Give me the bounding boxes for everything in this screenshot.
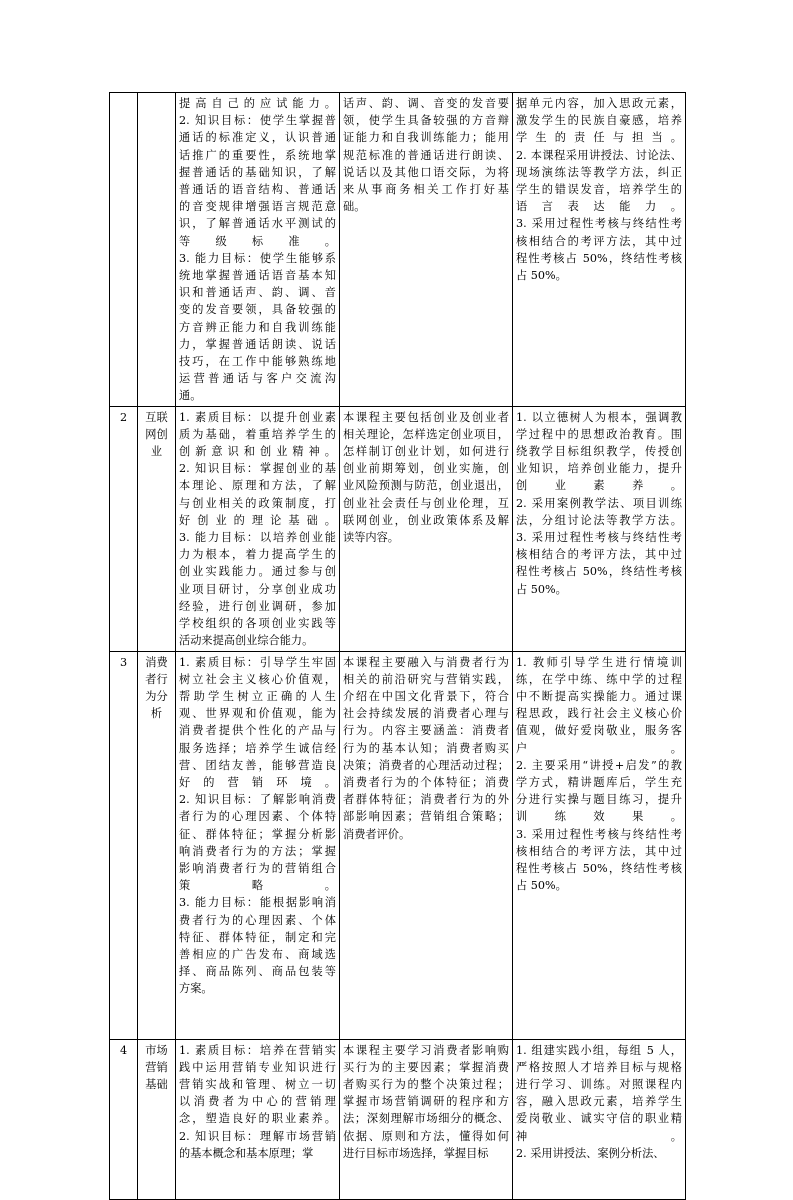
text-line: 1. 素质目标：以提升创业素 (179, 410, 336, 424)
text-line: 1. 以立德树人为根本，强调教 (516, 410, 682, 424)
text-line: 话推广的重要性，系统地掌 (179, 148, 336, 162)
text-line: 互联 (145, 410, 168, 424)
text-line: 领，使学生具备较强的方音辩 (343, 114, 509, 128)
text-line: 消费者提供个性化的产品与 (179, 724, 336, 738)
objectives-cell (176, 93, 340, 407)
text-line: 者购买行为的整个决策过程； (343, 1077, 509, 1091)
text-line: 树立社会主义核心价值观， (179, 672, 336, 686)
text-line: 通话的标准定义，认识普通 (179, 131, 336, 145)
text-line: 经验，进行创业调研，参加 (179, 599, 336, 613)
text-line: 3. 采用过程性考核与终结性考 (516, 531, 682, 545)
text-line: 好的营销环境。 (179, 775, 336, 789)
table-row (110, 1039, 686, 1199)
text-line: 程性考核占 50%，终结性考核 (516, 861, 682, 875)
course-table-body (110, 93, 686, 1200)
text-line: 创业实践能力。通过参与创 (179, 565, 336, 579)
text-line: 学校组织的各项创业实践等 (179, 617, 336, 631)
text-line: 学过程中的思想政治教育。围 (516, 427, 682, 441)
text-line: 激发学生的民族自豪感，培养 (516, 114, 682, 128)
methods-cell (513, 651, 686, 1039)
course-name-cell (138, 93, 176, 407)
text-line: 中不断提高实操能力。通过课 (516, 689, 682, 703)
text-line: 户。 (516, 741, 682, 755)
text-line: 容，融入思政元素，培养学生 (516, 1095, 682, 1109)
text-line: 的音变规律增强语言规范意 (179, 200, 336, 214)
text-line: 据单元内容，加入思政元素， (516, 97, 682, 110)
course-name-cell (138, 651, 176, 1039)
content-cell (340, 1039, 513, 1199)
text-line: 现场演练法等教学方法，纠正 (516, 165, 682, 179)
objectives-cell (176, 406, 340, 651)
text-line: 3. 采用过程性考核与终结性考 (516, 217, 682, 231)
text-line: 等级标准。 (179, 234, 336, 248)
text-line: 业风险预测与防范，创业退出， (343, 479, 509, 493)
text-line: 业知识，培养创业能力，提升 (516, 462, 682, 476)
text-line: 社会持续发展的消费者心理与 (343, 707, 509, 721)
text-line: 活动来提高创业综合能力。 (179, 634, 314, 648)
row-number-cell (110, 651, 138, 1039)
text-line: 本理论、原理和方法，了解 (179, 479, 336, 493)
text-line: 识和普通话声、韵、调、音 (179, 286, 336, 300)
text-line: 读等内容。 (343, 531, 399, 545)
text-line: 方音辨正能力和自我训练能 (179, 320, 336, 334)
text-line: 识，了解普通话水平测试的 (179, 217, 336, 231)
text-line: 绕教学目标组织教学，传授创 (516, 445, 682, 459)
text-line: 析 (150, 707, 163, 721)
text-line: 分进行实操与题目练习，提升 (516, 793, 682, 807)
text-line: 方案。 (179, 982, 213, 996)
text-line: 创业素养。 (516, 479, 682, 493)
text-line: 创新意识和创业精神。 (179, 445, 336, 459)
text-line: 3. 采用过程性考核与终结性考 (516, 827, 682, 841)
content-cell (340, 93, 513, 407)
text-line: 与创业相关的政策制度，打 (179, 496, 336, 510)
text-line: 本课程主要学习消费者影响购 (343, 1043, 509, 1057)
text-line: 值观，做好爱岗敬业，服务客 (516, 724, 682, 738)
text-line: 相关理论，怎样选定创业项目， (343, 427, 509, 441)
text-line: 观、世界观和价值观，能为 (179, 707, 336, 721)
text-line: 础。 (343, 200, 366, 214)
text-line: 占 50%。 (516, 269, 567, 283)
row-number: 2 (119, 410, 128, 424)
text-line: 3. 能力目标：以培养创业能 (179, 531, 336, 545)
text-line: 介绍在中国文化背景下，符合 (343, 689, 509, 703)
text-line: 严格按照人才培养目标与规格 (516, 1060, 682, 1074)
text-line: 语言表达能力。 (516, 200, 682, 214)
text-line: 程性考核占 50%，终结性考核 (516, 565, 682, 579)
text-line: 核相结合的考评方法，其中过 (516, 548, 682, 562)
row-number-cell (110, 93, 138, 407)
text-line: 进行学习、训练。对照课程内 (516, 1077, 682, 1091)
text-line: 2. 本课程采用讲授法、讨论法、 (516, 148, 682, 162)
text-line: 服务选择；培养学生诚信经 (179, 741, 336, 755)
text-line: 来从事商务相关工作打好基 (343, 183, 509, 197)
text-line: 者行 (145, 672, 168, 686)
text-line: 基础 (145, 1077, 168, 1091)
text-line: 占 50%。 (516, 582, 567, 596)
content-cell (340, 406, 513, 651)
text-line: 1. 素质目标：引导学生牢固 (179, 655, 336, 669)
text-line: 2. 采用讲授法、案例分析法、 (516, 1146, 665, 1160)
text-line: 策略。 (179, 879, 336, 893)
methods-cell (513, 406, 686, 651)
text-line: 2. 主要采用“讲授+启发”的教 (516, 758, 682, 772)
text-line: 好创业的理论基础。 (179, 513, 336, 527)
text-line: 创业社会责任与创业伦理，互 (343, 496, 509, 510)
text-line: 2. 知识目标：掌握创业的基 (179, 462, 336, 476)
table-row (110, 651, 686, 1039)
text-line: 变的发音要领，具备较强的 (179, 303, 336, 317)
text-line: 进行目标市场选择，掌握目标 (343, 1146, 489, 1160)
text-line: 营销实战和管理、树立一切 (179, 1077, 336, 1091)
text-line: 行为的基本认知；消费者购买 (343, 741, 509, 755)
text-line: 影响消费者行为的营销组合 (179, 861, 336, 875)
course-name-cell (138, 1039, 176, 1199)
text-line: 力，掌握普通话朗读、说话 (179, 337, 336, 351)
text-line: 践中运用营销专业知识进行 (179, 1060, 336, 1074)
course-name-cell (138, 406, 176, 651)
text-line: 费者行为的心理因素、个体 (179, 913, 336, 927)
text-line: 运营普通话与客户交流沟 (179, 372, 336, 386)
text-line: 法；深刻理解市场细分的概念、 (343, 1112, 509, 1126)
text-line: 1. 教师引导学生进行情境训 (516, 655, 682, 669)
text-line: 3. 能力目标：使学生能够系 (179, 251, 336, 265)
text-line: 握普通话的基础知识，了解 (179, 165, 336, 179)
text-line: 话声、韵、调、音变的发音要 (343, 97, 509, 110)
text-line: 核相结合的考评方法，其中过 (516, 234, 682, 248)
table-row (110, 93, 686, 407)
text-line: 本课程主要融入与消费者行为 (343, 655, 509, 669)
text-line: 1. 组建实践小组，每组 5 人， (516, 1043, 682, 1057)
text-line: 营、团结友善，能够营造良 (179, 758, 336, 772)
text-line: 业 (150, 445, 163, 459)
text-line: 程思政，践行社会主义核心价 (516, 707, 682, 721)
text-line: 行为。内容主要涵盖：消费者 (343, 724, 509, 738)
text-line: 统地掌握普通话语音基本知 (179, 269, 336, 283)
text-line: 质为基础，着重培养学生的 (179, 427, 336, 441)
text-line: 爱岗敬业、诚实守信的职业精 (516, 1112, 682, 1126)
text-line: 占 50%。 (516, 879, 567, 893)
text-line: 市场 (145, 1043, 168, 1057)
text-line: 学生的责任与担当。 (516, 131, 682, 145)
text-line: 联网创业，创业政策体系及解 (343, 513, 509, 527)
text-line: 2. 知识目标：使学生掌握普 (179, 114, 336, 128)
text-line: 普通话的语音结构、普通话 (179, 183, 336, 197)
objectives-cell (176, 651, 340, 1039)
row-number-cell (110, 406, 138, 651)
text-line: 部影响因素；营销组合策略； (343, 810, 509, 824)
table-row (110, 406, 686, 651)
methods-cell (513, 93, 686, 407)
text-line: 消费 (145, 655, 168, 669)
text-line: 掌握市场营销调研的程序和方 (343, 1095, 509, 1109)
text-line: 择、商品陈列、商品包装等 (179, 965, 336, 979)
text-line: 2. 采用案例教学法、项目训练 (516, 496, 682, 510)
text-line: 善相应的广告发布、商域选 (179, 947, 336, 961)
text-line: 的基本概念和基本原理；掌 (179, 1146, 314, 1160)
row-number: 3 (119, 655, 128, 669)
text-line: 相关的前沿研究与营销实践， (343, 672, 509, 686)
text-line: 通。 (179, 389, 202, 403)
text-line: 征、群体特征；掌握分析影 (179, 827, 336, 841)
text-line: 者群体特征；消费者行为的外 (343, 793, 509, 807)
text-line: 3. 能力目标：能根据影响消 (179, 896, 336, 910)
text-line: 2. 知识目标：理解市场营销 (179, 1129, 336, 1143)
text-line: 学方式，精讲题库后，学生充 (516, 775, 682, 789)
content-cell (340, 651, 513, 1039)
text-line: 本课程主要包括创业及创业者 (343, 410, 509, 424)
text-line: 程性考核占 50%，终结性考核 (516, 251, 682, 265)
text-line: 力为根本，着力提高学生的 (179, 548, 336, 562)
text-line: 帮助学生树立正确的人生 (179, 689, 336, 703)
text-line: 学生的错误发音，培养学生的 (516, 183, 682, 197)
text-line: 说话以及其他口语交际，为将 (343, 165, 509, 179)
text-line: 消费者行为的个体特征；消费 (343, 775, 509, 789)
methods-cell (513, 1039, 686, 1199)
text-line: 依据、原则和方法，懂得如何 (343, 1129, 509, 1143)
text-line: 法，分组讨论法等教学方法。 (516, 513, 682, 527)
text-line: 核相结合的考评方法，其中过 (516, 844, 682, 858)
text-line: 网创 (145, 427, 168, 441)
text-line: 响消费者行为的方法；掌握 (179, 844, 336, 858)
text-line: 神。 (516, 1129, 682, 1143)
text-line: 创业前期筹划，创业实施，创 (343, 462, 509, 476)
row-number-cell (110, 1039, 138, 1199)
text-line: 营销 (145, 1060, 168, 1074)
text-line: 念，塑造良好的职业素养。 (179, 1112, 336, 1126)
text-line: 特征、群体特征，制定和完 (179, 930, 336, 944)
text-line: 消费者评价。 (343, 827, 411, 841)
text-line: 证能力和自我训练能力；能用 (343, 131, 509, 145)
course-table (109, 92, 686, 1200)
row-number: 4 (119, 1043, 128, 1057)
text-line: 2. 知识目标：了解影响消费 (179, 793, 336, 807)
text-line: 训练效果。 (516, 810, 682, 824)
text-line: 为分 (145, 689, 168, 703)
text-line: 提高自己的应试能力。 (179, 97, 336, 110)
text-line: 1. 素质目标：培养在营销实 (179, 1043, 336, 1057)
text-line: 练，在学中练、练中学的过程 (516, 672, 682, 686)
text-line: 以消费者为中心的营销理 (179, 1095, 336, 1109)
text-line: 决策；消费者的心理活动过程； (343, 758, 509, 772)
text-line: 买行为的主要因素；掌握消费 (343, 1060, 509, 1074)
objectives-cell (176, 1039, 340, 1199)
text-line: 者行为的心理因素、个体特 (179, 810, 336, 824)
text-line: 怎样制订创业计划，如何进行 (343, 445, 509, 459)
text-line: 规范标准的普通话进行朗读、 (343, 148, 509, 162)
text-line: 业项目研讨，分享创业成功 (179, 582, 336, 596)
text-line: 技巧，在工作中能够熟练地 (179, 355, 336, 369)
